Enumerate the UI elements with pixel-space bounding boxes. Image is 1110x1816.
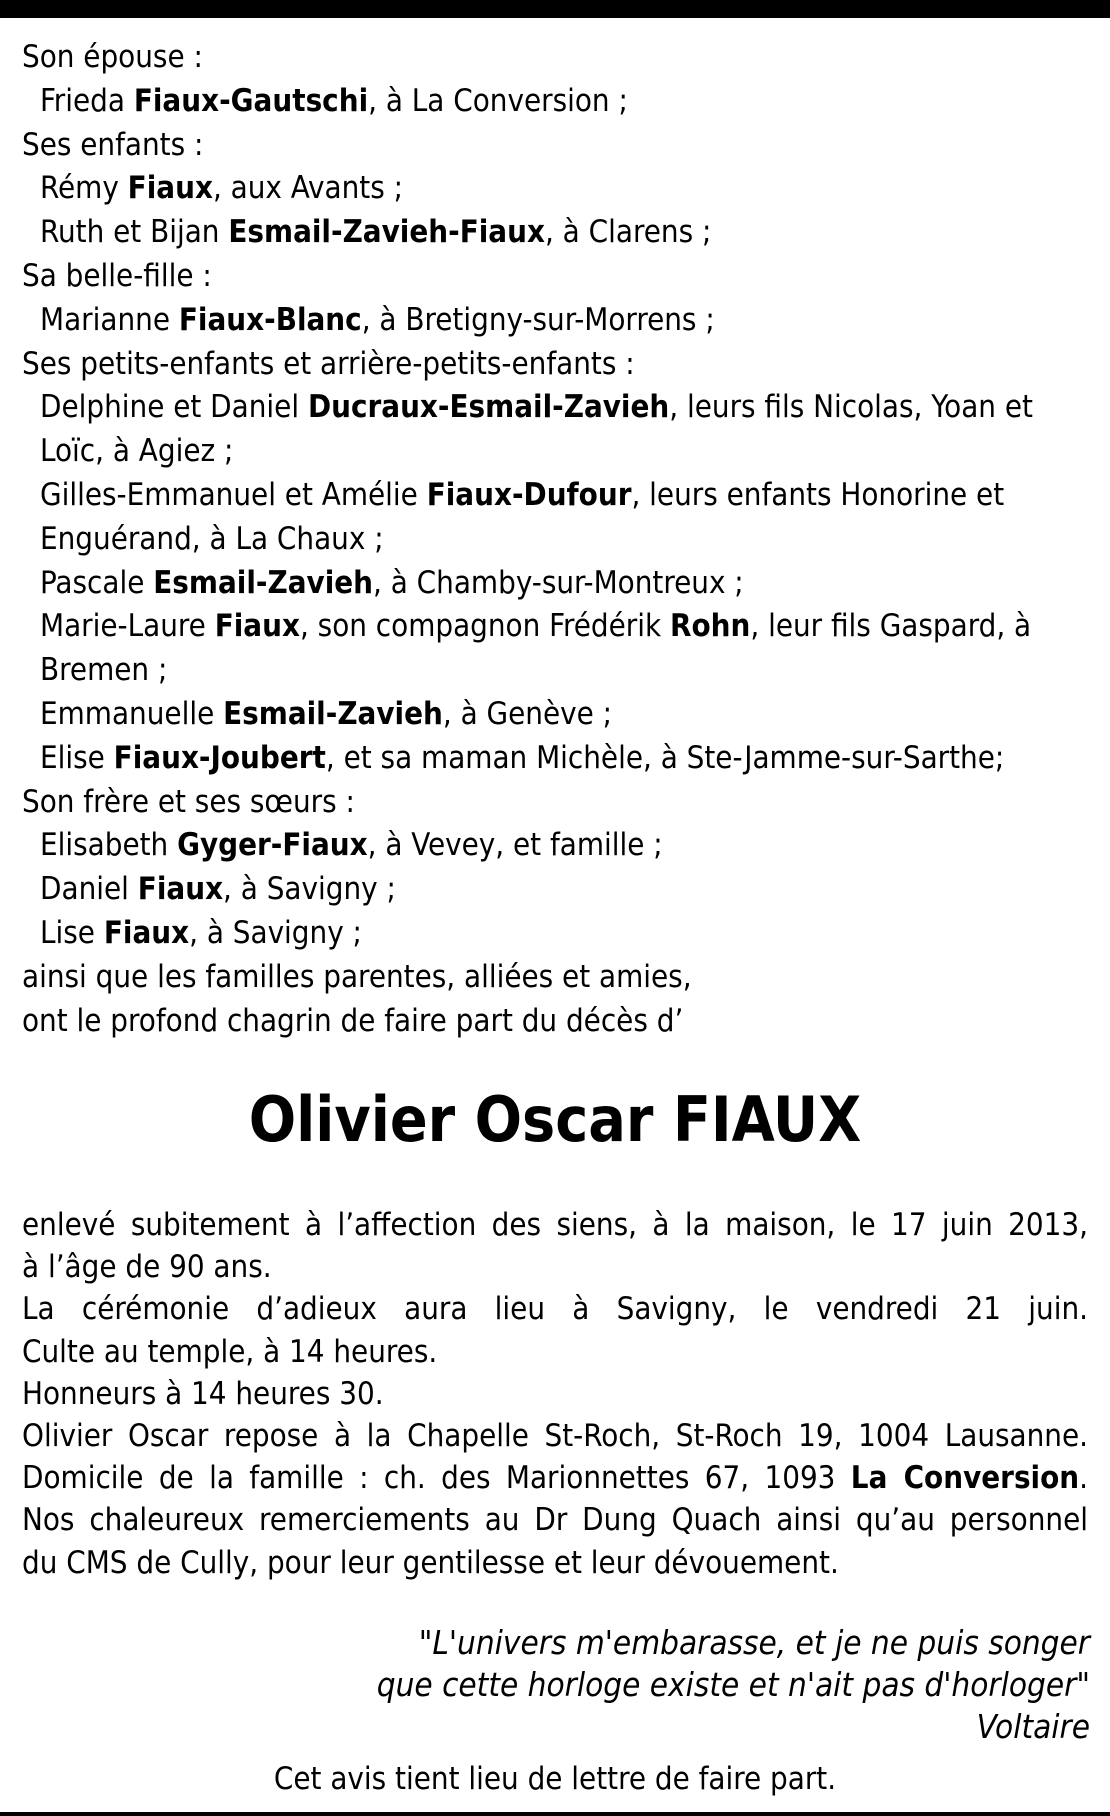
entry-middle: , son compagnon Frédérik [299,608,670,645]
entry-continuation: Bremen ; [40,652,168,689]
family-name: Fiaux-Gautschi [133,82,369,119]
entry-suffix: , et sa maman Michèle, à Ste-Jamme-sur-Sarthe; [325,739,1005,776]
detail-line: enlevé subitement à l’affection des siens, à la maison, le 17 juin 2013, [22,1207,1088,1243]
grandchild-entry [22,693,1088,737]
entry-suffix: , leur fils Gaspard, à [750,608,1032,645]
top-border [0,0,1110,18]
family-name: Rohn [669,608,751,645]
entry-suffix: , à Savigny ; [223,871,396,908]
detail-line: Honneurs à 14 heures 30. [22,1375,384,1412]
entry-prefix: Elisabeth [40,827,178,864]
domicile-address: Domicile de la famille : ch. des Marionnettes 67, 1093 [22,1460,851,1497]
ceremony-details [22,1204,1088,1584]
entry-suffix: , à La Conversion ; [368,82,628,119]
entry-prefix: Rémy [40,170,128,207]
deceased-name: Olivier Oscar FIAUX [248,1083,862,1156]
detail-line-domicile [22,1457,1088,1499]
grandchild-entry [22,605,1088,649]
domicile-end: . [1079,1460,1088,1497]
entry-suffix: , à Savigny ; [189,914,362,951]
family-name: Gyger-Fiaux [177,827,368,864]
sibling-entry [22,824,1088,868]
entry-suffix: , leurs enfants Honorine et [631,476,1005,513]
entry-prefix: Pascale [40,564,154,601]
entry-prefix: Ruth et Bijan [40,214,229,251]
family-name: Fiaux-Blanc [178,301,362,338]
family-name: Esmail-Zavieh [153,564,374,601]
quote-line: que cette horloge existe et n'ait pas d'horloger" [376,1665,1090,1704]
detail-line: du CMS de Cully, pour leur gentilesse et leur dévouement. [22,1544,839,1581]
entry-prefix: Elise [40,739,114,776]
family-name: Fiaux-Dufour [426,476,632,513]
sibling-entry [22,912,1088,956]
grandchild-entry [22,474,1088,518]
inlaw-entry [22,299,1088,343]
domicile-locality: La Conversion [850,1460,1080,1497]
entry-suffix: , à Clarens ; [544,214,712,251]
entry-prefix: Delphine et Daniel [40,389,308,426]
quote-line: "L'univers m'embarasse, et je ne puis songer [418,1623,1090,1662]
family-name: Fiaux [127,170,213,207]
entry-continuation: Enguérand, à La Chaux ; [40,520,384,557]
entry-suffix: , à Vevey, et famille ; [367,827,663,864]
siblings-heading: Son frère et ses sœurs : [22,783,355,820]
quote-author: Voltaire [976,1707,1090,1746]
family-name: Esmail-Zavieh [223,695,443,732]
entry-prefix: Marie-Laure [40,608,215,645]
entry-prefix: Emmanuelle [40,695,224,732]
grandchild-entry [22,737,1088,781]
entry-suffix: , à Chamby-sur-Montreux ; [373,564,744,601]
spouse-heading: Son épouse : [22,39,203,75]
notice-statement: Cet avis tient lieu de lettre de faire part. [273,1761,837,1797]
bottom-border [0,1812,1110,1816]
detail-line: Nos chaleureux remerciements au Dr Dung Quach ainsi qu’au personnel [22,1502,1088,1539]
entry-suffix: , à Bretigny-sur-Morrens ; [361,301,715,338]
family-name: Fiaux-Joubert [113,739,326,776]
family-name: Fiaux [103,914,190,951]
children-heading: Ses enfants : [22,126,204,163]
entry-prefix: Marianne [40,301,179,338]
entry-suffix: , aux Avants ; [212,170,404,207]
grandchild-entry [22,562,1088,606]
entry-suffix: , à Genève ; [442,695,613,732]
detail-line: à l’âge de 90 ans. [22,1249,272,1286]
grandchild-entry [22,386,1088,430]
family-name: Esmail-Zavieh-Fiaux [228,214,545,251]
grandchildren-heading: Ses petits-enfants et arrière-petits-enfants : [22,345,635,382]
inlaw-heading: Sa belle-fille : [22,257,212,294]
family-name: Fiaux [214,608,300,645]
entry-prefix: Frieda [40,82,134,119]
entry-prefix: Gilles-Emmanuel et Amélie [40,476,427,513]
detail-line: Olivier Oscar repose à la Chapelle St-Roch, St-Roch 19, 1004 Lausanne. [22,1418,1088,1455]
entry-prefix: Daniel [40,871,138,908]
entry-continuation: Loïc, à Agiez ; [40,433,234,470]
sibling-entry [22,868,1088,912]
entry-prefix: Lise [40,914,104,951]
voltaire-quote [377,1622,1090,1748]
family-name: Ducraux-Esmail-Zavieh [307,389,670,426]
child-entry [22,211,1088,255]
family-name: Fiaux [137,871,224,908]
family-list [22,36,1088,1043]
detail-line: Culte au temple, à 14 heures. [22,1333,438,1370]
detail-line: La cérémonie d’adieux aura lieu à Savigny, le vendredi 21 juin. [22,1291,1088,1328]
entry-suffix: , leurs fils Nicolas, Yoan et [669,389,1033,426]
closing-line: ainsi que les familles parentes, alliées et amies, [22,958,692,995]
closing-line: ont le profond chagrin de faire part du décès d’ [22,1002,684,1039]
child-entry [22,167,1088,211]
spouse-entry [22,80,1088,124]
